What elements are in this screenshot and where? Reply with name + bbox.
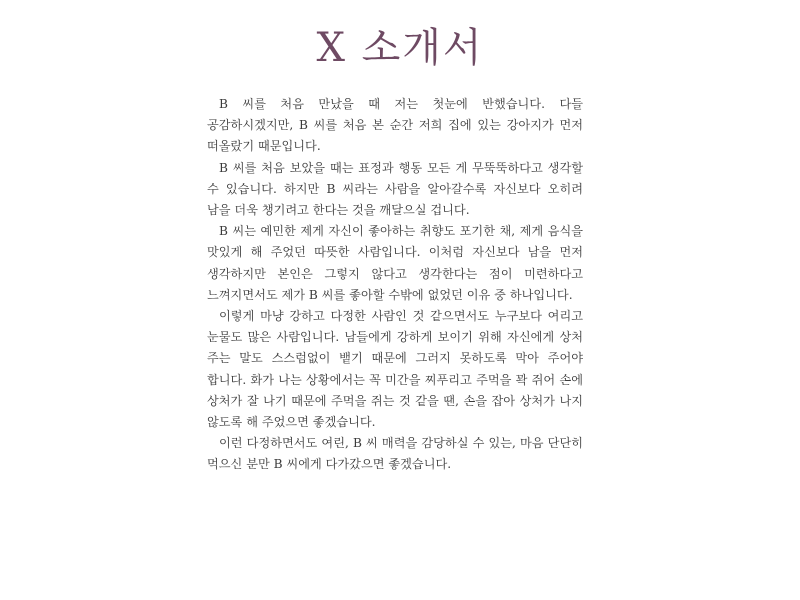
paragraph: B 씨를 처음 만났을 때 저는 첫눈에 반했습니다. 다들 공감하시겠지만, B 씨를 처음 본 순간 저희 집에 있는 강아지가 먼저 떠올랐기 때문입니다. xyxy=(207,97,583,154)
document-body xyxy=(207,94,583,476)
paragraph: B 씨를 처음 보았을 때는 표정과 행동 모든 게 무뚝뚝하다고 생각할 수 있습니다. 하지만 B 씨라는 사람을 알아갈수록 자신보다 오히려 남을 더욱 챙기려고 한다는 것을 깨달으실 겁니다. xyxy=(207,160,583,218)
paragraph: B 씨는 예민한 제게 자신이 좋아하는 취향도 포기한 채, 제게 음식을 맛있게 해 주었던 따뜻한 사람입니다. 이처럼 자신보다 남을 먼저 생각하지만 본인은 그렇지 않다고 생각한다는 점이 미련하다고 느껴지면서도 제가 B 씨를 좋아할 수밖에 없었던 이유 중 하나입니다. xyxy=(207,224,583,302)
paragraph: 이런 다정하면서도 여린, B 씨 매력을 감당하실 수 있는, 마음 단단히 먹으신 분만 B 씨에게 다가갔으면 좋겠습니다. xyxy=(207,436,583,472)
document-title: X 소개서 xyxy=(316,25,484,71)
paragraph: 이렇게 마냥 강하고 다정한 사람인 것 같으면서도 누구보다 여리고 눈물도 많은 사람입니다. 남들에게 강하게 보이기 위해 자신에게 상처 주는 말도 스스럼없이 뱉기 때문에 그러지 못하도록 막아 주어야 합니다. 화가 나는 상황에서는 꼭 미간을 찌푸리고 주먹을 꽉 쥐어 손에 상처가 잘 나기 때문에 주먹을 쥐는 것 같을 땐, 손을 잡아 상처가 나지 않도록 해 주었으면 좋겠습니다. xyxy=(207,309,583,430)
